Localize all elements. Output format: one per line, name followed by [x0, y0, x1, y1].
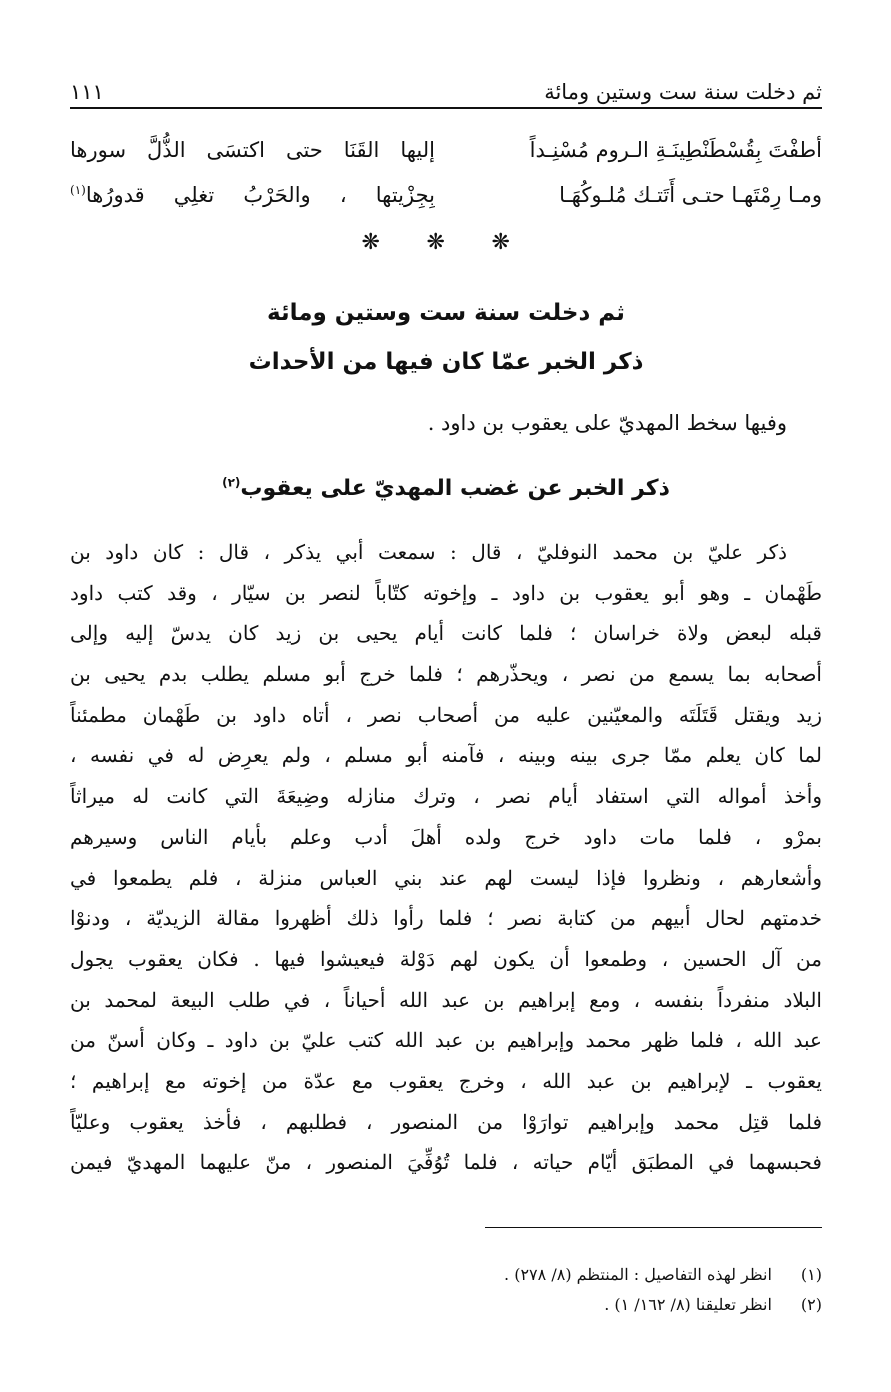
section-divider: [0, 230, 891, 255]
text-line: عبد الله ، فلما ظهر محمد وإبراهيم بن عبد الله كتب عليّ بن داود ـ وكان أسنّ من: [70, 1028, 822, 1053]
footnote-text: انظر تعليقنا (٨/ ١٦٢/ ١) .: [604, 1295, 772, 1314]
asterisk-icon: ❋: [361, 230, 400, 255]
poem-hemistich-text: بِجِزْيتها ، والحَرْبُ تغلِي قدورُها: [85, 183, 435, 207]
asterisk-icon: ❋: [491, 230, 530, 255]
text-line: قبله لبعض ولاة خراسان ؛ فلما كانت أيام يحيى بن زيد كان يدسّ إليه وإلى: [70, 621, 822, 646]
footnote-marker: (١): [70, 183, 86, 197]
page-header: [70, 68, 822, 104]
footnote: [70, 1290, 822, 1320]
poem-verse: [70, 173, 822, 218]
intro-paragraph: وفيها سخط المهديّ على يعقوب بن داود .: [427, 411, 787, 435]
chapter-subtitle: ذكر الخبر عمّا كان فيها من الأحداث: [248, 349, 644, 375]
footnotes: [70, 1260, 822, 1320]
text-line: وأخذ أمواله التي استفاد أيام نصر ، وترك منازله وضِيعَةَ التي كانت له ميراثاً: [70, 784, 822, 809]
chapter-title: ثم دخلت سنة ست وستين ومائة: [267, 300, 625, 326]
asterisk-icon: ❋: [426, 230, 465, 255]
footnote-rule: [485, 1227, 822, 1228]
text-line: زيد ويقتل قَتَلَتَه والمعيّنين عليه من أصحاب نصر ، أتاه داود بن طَهْمان مطمئناً: [70, 702, 822, 727]
poem-hemistich-first: ومـا رِمْتَهـا حتـى أَتَتـك مُلـوكُهَـا: [559, 183, 822, 207]
text-line: أصحابه بما يسمع من نصر ، ويحذّرهم ؛ فلما خرج أبو مسلم يطلب بدم يحيى بن: [70, 662, 822, 687]
text-line: لما كان يعلم ممّا جرى بينه وبينه ، فآمنه أبو مسلم ، ولم يعرِض له في نفسه ،: [70, 743, 822, 768]
text-line: طَهْمان ـ وهو أبو يعقوب بن داود ـ وإخوته كتّاباً لنصر بن سيّار ، وقد كتب داود: [70, 580, 822, 605]
poem-hemistich-first: أطفْتَ بِقُسْطَنْطِينَـةِ الـروم مُسْنِـداً: [529, 138, 822, 162]
poem-hemistich-second: إليها القَنَا حتى اكتسَى الذُّلَّ سورها: [70, 138, 435, 162]
footnote-number: (٢): [800, 1295, 822, 1314]
footnote-marker: (٢): [222, 475, 241, 490]
page-number: ١١١: [70, 80, 104, 104]
body-text: [70, 532, 822, 1183]
text-line: يعقوب ـ لإبراهيم بن عبد الله ، وخرج يعقوب مع عدّة من إخوته مع إبراهيم ؛: [70, 1068, 822, 1093]
text-line: ذكر عليّ بن محمد النوفليّ ، قال : سمعت أبي يذكر ، قال : كان داود بن: [70, 540, 787, 564]
section-heading-text: ذكر الخبر عن غضب المهديّ على يعقوب: [240, 476, 670, 501]
text-line: فلما قتِل محمد وإبراهيم توارَوْا من المنصور ، فطلبهم ، فأخذ يعقوب وعليّاً: [70, 1109, 822, 1134]
text-line: البلاد منفرداً بنفسه ، ومع إبراهيم بن عبد الله أحياناً ، في طلب البيعة لمحمد بن: [70, 987, 822, 1012]
text-line: خدمتهم لحال أبيهم من كتابة نصر ؛ فلما رأوا ذلك أظهروا مقالة الزيديّة ، ودنوْا: [70, 906, 822, 931]
poem-verse: [70, 128, 822, 173]
poem-hemistich-second: [70, 173, 435, 218]
footnote: [70, 1260, 822, 1290]
poem: [70, 128, 822, 218]
text-line: فحبسهما في المطبَق أيّام حياته ، فلما تُوُفِّيَ المنصور ، منّ عليهما المهديّ فيمن: [70, 1150, 822, 1175]
footnote-number: (١): [800, 1265, 822, 1284]
header-rule: [70, 107, 822, 109]
footnote-text: انظر لهذه التفاصيل : المنتظم (٨/ ٢٧٨) .: [504, 1265, 772, 1284]
section-heading: [70, 476, 822, 501]
running-title: ثم دخلت سنة ست وستين ومائة: [544, 80, 822, 104]
text-line: بمرْو ، فلما مات داود خرج ولده أهلَ أدب وعلم بأيام الناس وسيرهم: [70, 824, 822, 849]
text-line: وأشعارهم ، ونظروا فإذا ليست لهم عند بني العباس منزلة ، فلم يطمعوا في: [70, 865, 822, 890]
text-line: من آل الحسين ، وطمعوا أن يكون لهم دَوْلة فيعيشوا فيها . فكان يعقوب يجول: [70, 946, 822, 971]
